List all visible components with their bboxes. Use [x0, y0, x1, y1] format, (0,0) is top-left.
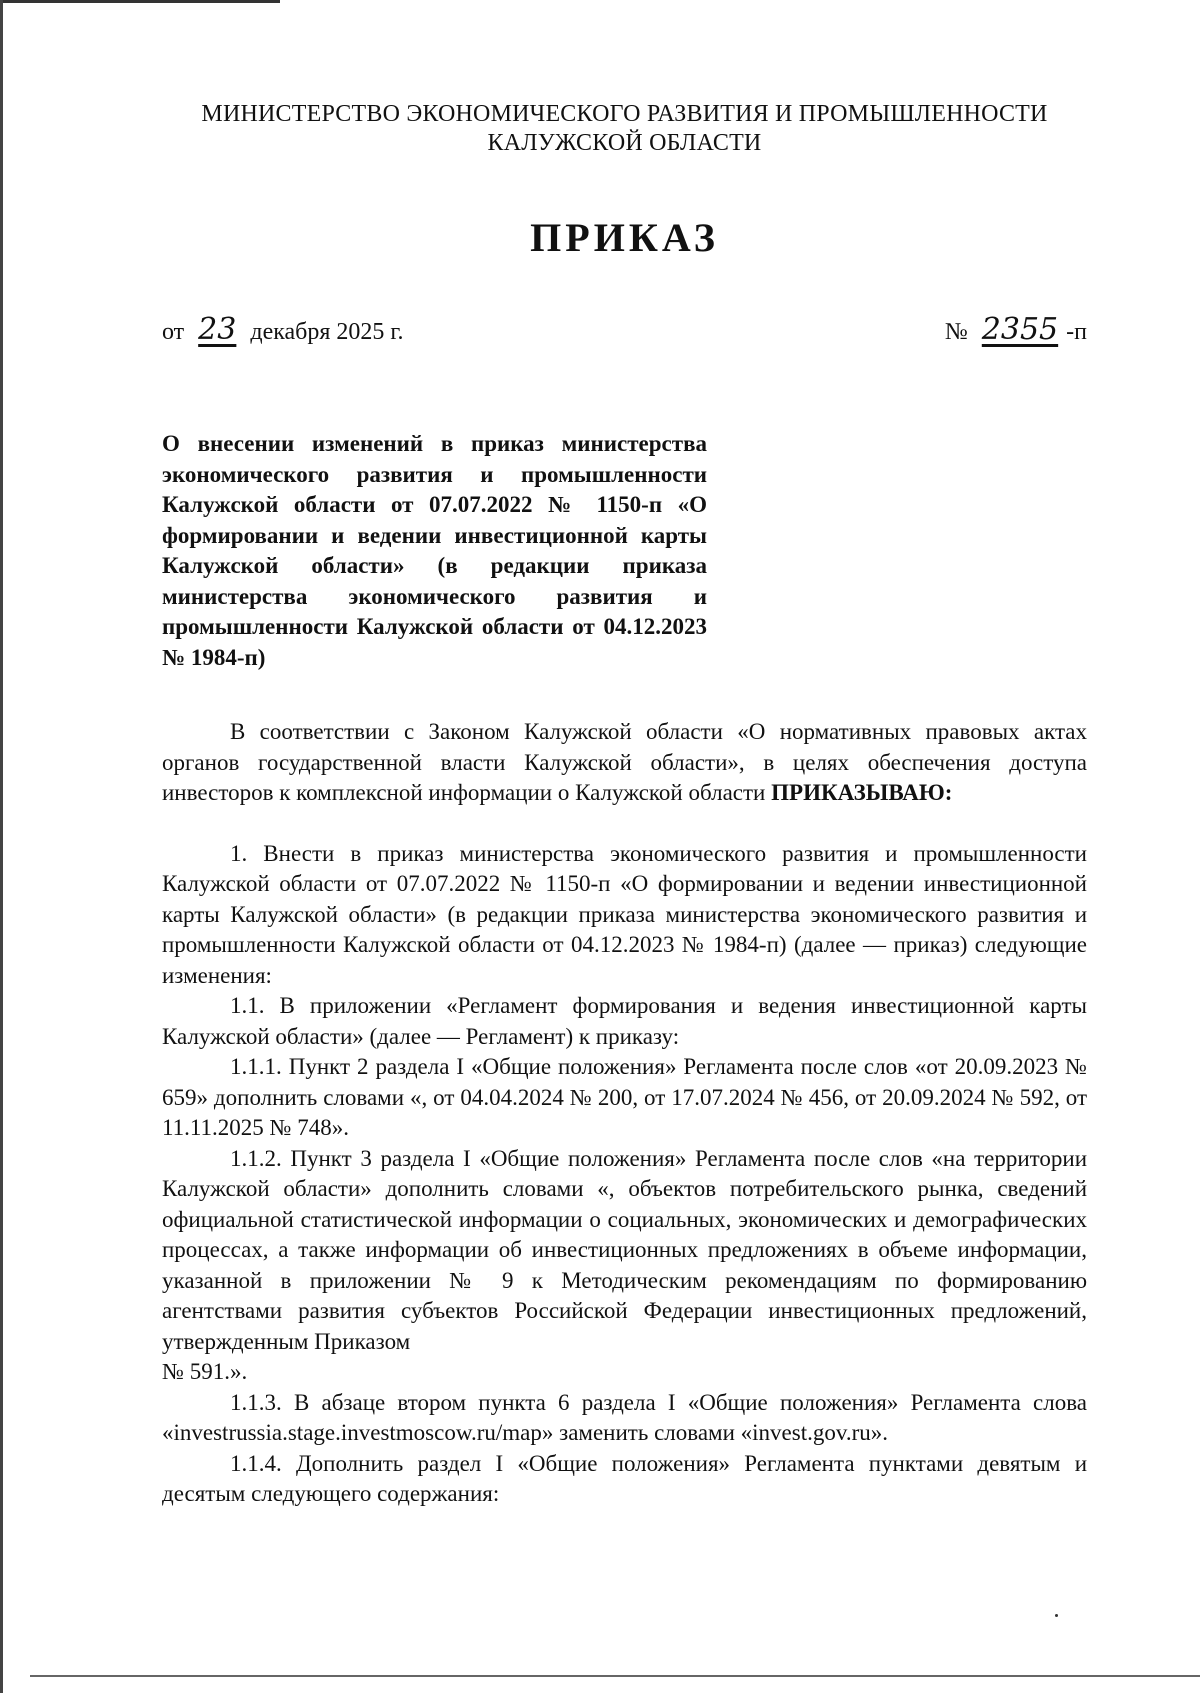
number-prefix: №: [944, 319, 968, 345]
order-subject: О внесении изменений в приказ министерства экономического развития и промышленности Калужской области от 07.07.2022 № 1150-п «О формировании и ведении инвестиционной карты Калужской области» (в редакции приказа министерства экономического развития и промышленности Калужской области от 04.12.2023 № 1984-п): [162, 431, 707, 670]
document-title: ПРИКАЗ: [530, 215, 719, 260]
item-1-1-4: 1.1.4. Дополнить раздел I «Общие положения» Регламента пунктами девятым и десятым следующего содержания:: [162, 1450, 1087, 1506]
ministry-name-line1: МИНИСТЕРСТВО ЭКОНОМИЧЕСКОГО РАЗВИТИЯ И ПРОМЫШЛЕННОСТИ: [201, 101, 1048, 127]
document-page: [162, 100, 1087, 1510]
order-date: [162, 312, 404, 347]
item-1-1-2: 1.1.2. Пункт 3 раздела I «Общие положения» Регламента после слов «на территории Калужской области» дополнить словами «, объектов потребительского рынка, сведений официальной статистической информации о социальных, экономических и демографических процессах, а также информации об инвестиционных предложениях в объеме информации, указанной в приложении № 9 к Методическим рекомендациям по формированию агентствами развития субъектов Российской Федерации инвестиционных предложений, утвержденным Приказом: [162, 1145, 1087, 1354]
order-body: [162, 717, 1087, 1510]
number-handwritten: 2355: [981, 312, 1059, 347]
ministry-name-line2: КАЛУЖСКОЙ ОБЛАСТИ: [487, 130, 762, 156]
scan-speck: [1055, 1614, 1058, 1617]
item-1: 1. Внести в приказ министерства экономического развития и промышленности Калужской области от 07.07.2022 № 1150-п «О формировании и ведении инвестиционной карты Калужской области» (в редакции приказа министерства экономического развития и промышленности Калужской области от 04.12.2023 № 1984-п) (далее — приказ) следующие изменения:: [162, 840, 1087, 988]
preamble-paragraph: [162, 717, 1087, 809]
item-1-1: 1.1. В приложении «Регламент формирования и ведения инвестиционной карты Калужской области» (далее — Регламент) к приказу:: [162, 993, 1087, 1049]
date-prefix: от: [162, 319, 185, 345]
order-number: [945, 312, 1087, 347]
item-1-1-3: 1.1.3. В абзаце втором пункта 6 раздела I «Общие положения» Регламента слова «investrussia.stage.investmoscow.ru/map» заменить словами «invest.gov.ru».: [162, 1389, 1087, 1445]
date-month-year: декабря 2025 г.: [250, 319, 404, 345]
number-suffix: -п: [1066, 319, 1087, 345]
preamble-command: ПРИКАЗЫВАЮ:: [771, 780, 953, 805]
date-day-handwritten: 23: [198, 312, 237, 347]
ministry-header: [162, 100, 1087, 158]
scan-edge-left: [0, 0, 3, 1693]
date-number-line: [162, 303, 1087, 347]
item-1-1-1: 1.1.1. Пункт 2 раздела I «Общие положения» Регламента после слов «от 20.09.2023 № 659» дополнить словами «, от 04.04.2024 № 200, от 17.07.2024 № 456, от 20.09.2024 № 592, от 11.11.2025 № 748».: [162, 1054, 1087, 1140]
scan-edge-bottom: [30, 1675, 1200, 1677]
preamble-text: В соответствии с Законом Калужской области «О нормативных правовых актах органов государственной власти Калужской области», в целях обеспечения доступа инвесторов к комплексной информации о Калужской области: [162, 719, 1087, 805]
scan-edge-top: [0, 0, 280, 3]
item-1-1-2-end: № 591.».: [162, 1359, 248, 1384]
